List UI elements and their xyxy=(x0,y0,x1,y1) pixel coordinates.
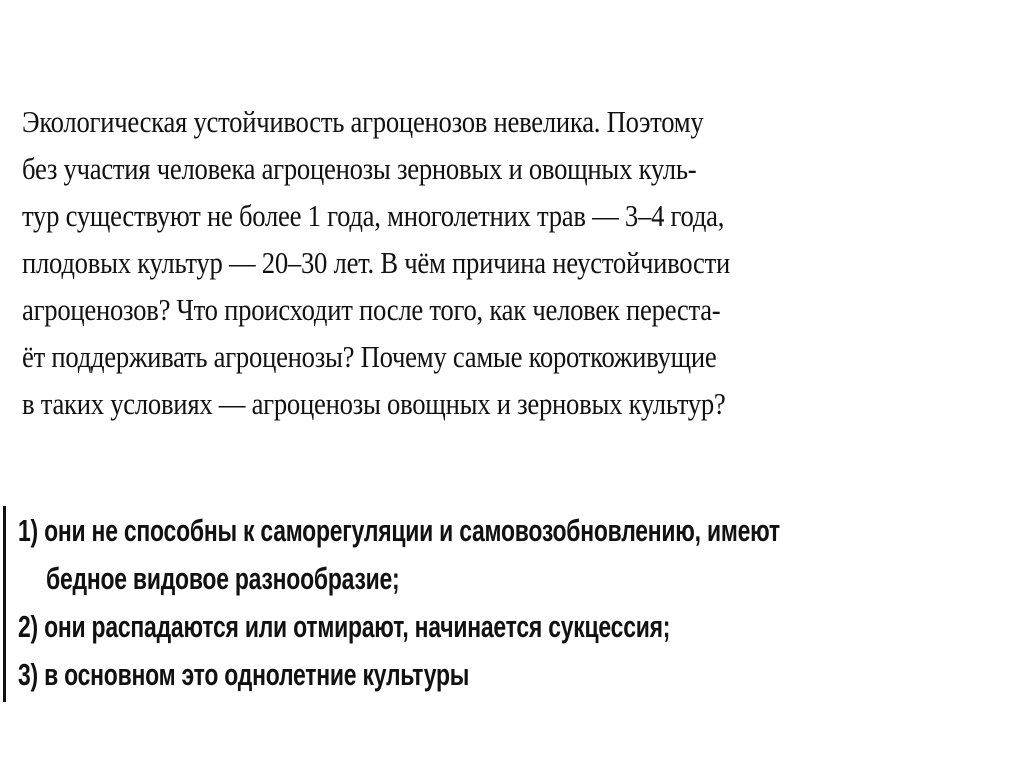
question-line-5: агроценозов? Что происходит после того, как человек переста- xyxy=(22,292,721,327)
answer-margin-bar xyxy=(3,506,6,702)
question-line-3: тур существуют не более 1 года, многолетних трав — 3–4 года, xyxy=(22,198,725,233)
question-line-1: Экологическая устойчивость агроценозов невелика. Поэтому xyxy=(22,104,704,139)
question-line-6: ёт поддерживать агроценозы? Почему самые короткоживущие xyxy=(22,339,717,374)
question-line-7: в таких условиях — агроценозы овощных и зерновых культур? xyxy=(22,386,726,421)
question-text xyxy=(22,98,1014,427)
answer-line-1: 1) они не способны к саморегуляции и самовозобновлению, имеют xyxy=(18,513,780,548)
answer-block xyxy=(0,506,1020,702)
question-line-4: плодовых культур — 20–30 лет. В чём причина неустойчивости xyxy=(22,245,730,280)
question-line-2: без участия человека агроценозы зерновых и овощных куль- xyxy=(22,151,697,186)
answer-line-4: 3) в основном это однолетние культуры xyxy=(18,657,470,692)
answer-line-2: бедное видовое разнообразие; xyxy=(46,561,400,596)
answer-line-3: 2) они распадаются или отмирают, начинается сукцессия; xyxy=(18,609,671,644)
